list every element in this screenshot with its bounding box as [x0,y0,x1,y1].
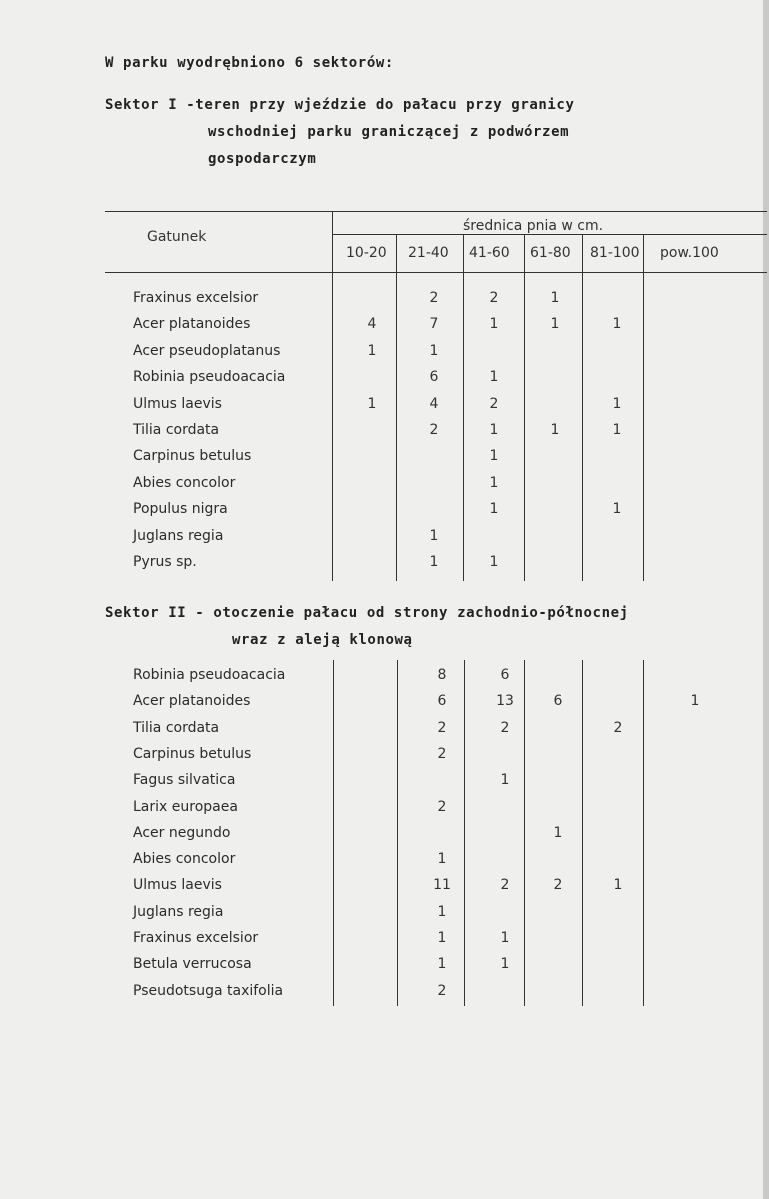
count-cell: 1 [429,554,439,570]
class-header-pow100: pow.100 [660,245,719,261]
count-cell: 2 [429,290,439,306]
diameter-header: średnica pnia w cm. [463,218,604,234]
count-cell: 1 [489,501,499,518]
count-cell: 1 [489,448,499,465]
count-cell: 4 [367,316,377,333]
table2-col-divider [524,660,525,1006]
class-header-41-60: 41-60 [469,245,510,261]
species-name: Larix europaea [133,798,238,815]
count-cell: 2 [613,719,623,736]
count-cell: 2 [500,877,510,894]
count-cell: 2 [437,745,447,762]
count-cell: 1 [612,422,622,438]
count-cell: 2 [489,395,499,412]
count-cell: 1 [690,693,700,710]
count-cell: 1 [489,422,499,438]
count-cell: 6 [429,369,439,386]
count-cell: 1 [437,930,447,946]
count-cell: 1 [550,316,560,333]
count-cell: 1 [489,369,499,386]
table1-subheader-rule [333,234,767,235]
count-cell: 2 [489,290,499,306]
table2-col-divider [333,660,334,1006]
sector1-title-line-2: wschodniej parku graniczącej z podwórzem [208,124,570,140]
table1-header-rule [105,272,767,273]
count-cell: 13 [496,693,514,710]
species-name: Pseudotsuga taxifolia [133,982,284,999]
sector2-title-line-1: Sektor II - otoczenie pałacu od strony zachodnio-północnej [105,605,629,621]
table2-col-divider [464,660,465,1006]
sector1-title-line-3: gospodarczym [208,151,317,167]
count-cell: 1 [489,474,499,491]
table2-col-divider [582,660,583,1006]
count-cell: 1 [429,342,439,359]
intro-line: W parku wyodrębniono 6 sektorów: [105,55,394,71]
count-cell: 4 [429,395,439,412]
species-name: Tilia cordata [133,422,220,438]
species-name: Acer negundo [133,824,231,841]
table1-col-divider [643,234,644,581]
page-edge-shadow [763,0,769,1199]
count-cell: 1 [500,772,510,789]
count-cell: 2 [437,719,447,736]
table2-col-divider [397,660,398,1006]
species-name: Robinia pseudoacacia [133,369,286,386]
species-name: Populus nigra [133,501,228,518]
species-name: Acer platanoides [133,316,251,333]
species-header: Gatunek [147,229,207,245]
table2-col-divider [643,660,644,1006]
count-cell: 1 [550,422,560,438]
species-name: Fraxinus excelsior [133,930,259,946]
species-name: Pyrus sp. [133,554,197,570]
table1-col-divider [463,234,464,581]
table1-top-rule [105,211,767,212]
species-name: Fraxinus excelsior [133,290,259,306]
species-name: Carpinus betulus [133,448,252,465]
count-cell: 6 [553,693,563,710]
count-cell: 1 [437,903,447,920]
species-name: Abies concolor [133,851,236,868]
species-name: Robinia pseudoacacia [133,667,286,683]
count-cell: 1 [500,956,510,973]
count-cell: 1 [437,956,447,973]
table1-col-divider [524,234,525,581]
class-header-10-20: 10-20 [346,245,387,261]
table1-col-divider [332,211,333,581]
species-name: Tilia cordata [133,719,220,736]
species-name: Ulmus laevis [133,877,222,894]
count-cell: 1 [612,395,622,412]
count-cell: 1 [429,527,439,544]
class-header-61-80: 61-80 [530,245,571,261]
count-cell: 1 [489,316,499,333]
count-cell: 7 [429,316,439,333]
count-cell: 1 [500,930,510,946]
count-cell: 2 [437,798,447,815]
count-cell: 6 [437,693,447,710]
class-header-21-40: 21-40 [408,245,449,261]
species-name: Acer pseudoplatanus [133,342,281,359]
table1-col-divider [396,234,397,581]
table1-col-divider [582,234,583,581]
species-name: Fagus silvatica [133,772,236,789]
count-cell: 1 [550,290,560,306]
count-cell: 1 [553,824,563,841]
count-cell: 2 [429,422,439,438]
count-cell: 2 [437,982,447,999]
class-header-81-100: 81-100 [590,245,640,261]
species-name: Abies concolor [133,474,236,491]
count-cell: 8 [437,667,447,683]
species-name: Betula verrucosa [133,956,252,973]
count-cell: 2 [553,877,563,894]
count-cell: 1 [437,851,447,868]
count-cell: 6 [500,667,510,683]
sector2-title-line-2: wraz z aleją klonową [232,632,413,648]
species-name: Ulmus laevis [133,395,222,412]
count-cell: 1 [367,395,377,412]
species-name: Juglans regia [133,903,224,920]
count-cell: 1 [613,877,623,894]
count-cell: 1 [612,316,622,333]
count-cell: 11 [433,877,451,894]
count-cell: 1 [367,342,377,359]
species-name: Juglans regia [133,527,224,544]
count-cell: 1 [612,501,622,518]
sector1-title-line-1: Sektor I -teren przy wjeździe do pałacu przy granicy [105,97,575,113]
species-name: Carpinus betulus [133,745,252,762]
count-cell: 2 [500,719,510,736]
species-name: Acer platanoides [133,693,251,710]
count-cell: 1 [489,554,499,570]
